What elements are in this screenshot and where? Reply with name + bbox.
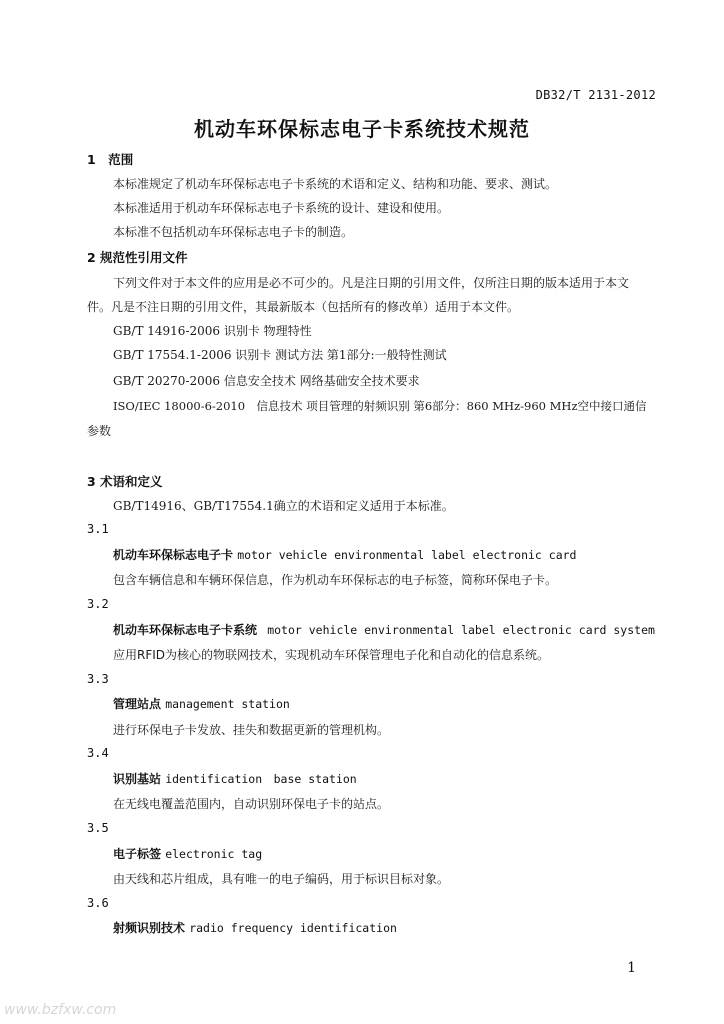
term-number: 3.1	[87, 522, 109, 536]
section-1-paragraph: 本标准适用于机动车环保标志电子卡系统的设计、建设和使用。	[113, 201, 450, 215]
term-title	[113, 695, 290, 712]
term-title	[113, 845, 262, 862]
term-title	[113, 770, 357, 787]
reference-item-continuation: 参数	[87, 424, 112, 438]
term-title	[113, 546, 576, 563]
reference-item: GB/T 17554.1-2006 识别卡 测试方法 第1部分:一般特性测试	[113, 348, 447, 362]
term-en: electronic tag	[165, 847, 263, 861]
term-zh: 机动车环保标志电子卡系统	[113, 623, 258, 637]
section-2-heading: 2 规范性引用文件	[87, 250, 188, 265]
term-definition: 在无线电覆盖范围内，自动识别环保电子卡的站点。	[113, 797, 390, 811]
document-title: 机动车环保标志电子卡系统技术规范	[194, 117, 530, 141]
term-title	[113, 919, 397, 936]
term-number: 3.4	[87, 746, 109, 760]
term-number: 3.5	[87, 821, 109, 835]
section-2-intro-line: 下列文件对于本文件的应用是必不可少的。凡是注日期的引用文件，仅所注日期的版本适用于本文	[113, 276, 630, 290]
term-zh: 射频识别技术	[113, 921, 186, 935]
term-title	[113, 621, 655, 638]
reference-item: ISO/IEC 18000-6-2010 信息技术 项目管理的射频识别 第6部分：860 MHz-960 MHz空中接口通信	[113, 399, 647, 413]
standard-number: DB32/T 2131-2012	[535, 88, 656, 102]
term-zh: 识别基站	[113, 772, 162, 786]
term-definition: 进行环保电子卡发放、挂失和数据更新的管理机构。	[113, 723, 390, 737]
term-zh: 电子标签	[113, 847, 162, 861]
watermark: www.bzfxw.com	[4, 1002, 117, 1018]
reference-item: GB/T 14916-2006 识别卡 物理特性	[113, 324, 312, 338]
page-number: 1	[627, 960, 636, 976]
term-en: motor vehicle environmental label electronic card	[237, 548, 577, 562]
term-en: management station	[165, 697, 290, 711]
term-en: radio frequency identification	[189, 921, 397, 935]
term-number: 3.2	[87, 597, 109, 611]
term-definition: 包含车辆信息和车辆环保信息，作为机动车环保标志的电子标签，简称环保电子卡。	[113, 573, 558, 587]
term-definition: 由天线和芯片组成，具有唯一的电子编码，用于标识目标对象。	[113, 872, 450, 886]
term-zh: 管理站点	[113, 697, 162, 711]
section-1-paragraph: 本标准不包括机动车环保标志电子卡的制造。	[113, 225, 354, 239]
section-1-heading: 1 范围	[87, 152, 134, 167]
term-definition: 应用RFID为核心的物联网技术，实现机动车环保管理电子化和自动化的信息系统。	[113, 648, 550, 662]
term-number: 3.6	[87, 896, 109, 910]
term-zh: 机动车环保标志电子卡	[113, 548, 234, 562]
section-2-intro-line: 件。凡是不注日期的引用文件，其最新版本（包括所有的修改单）适用于本文件。	[87, 300, 520, 314]
reference-item: GB/T 20270-2006 信息安全技术 网络基础安全技术要求	[113, 374, 420, 388]
section-3-intro: GB/T14916、GB/T17554.1确立的术语和定义适用于本标准。	[113, 499, 454, 513]
term-en: identification base station	[165, 772, 357, 786]
term-en: motor vehicle environmental label electronic card system	[267, 623, 655, 637]
section-3-heading: 3 术语和定义	[87, 474, 163, 489]
section-1-paragraph: 本标准规定了机动车环保标志电子卡系统的术语和定义、结构和功能、要求、测试。	[113, 177, 558, 191]
term-number: 3.3	[87, 672, 109, 686]
